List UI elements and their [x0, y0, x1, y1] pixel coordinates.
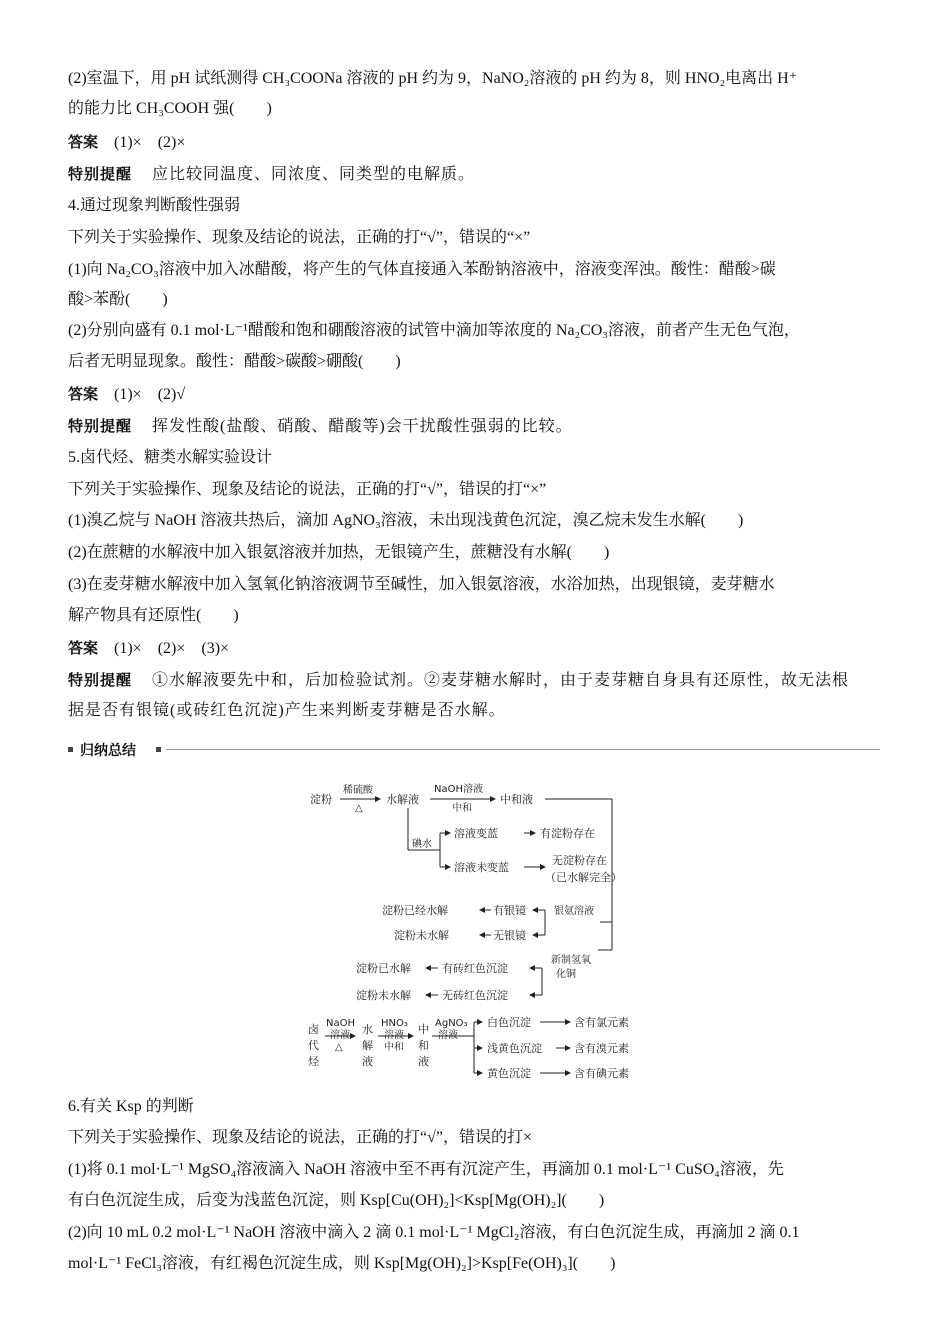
diagram-neutral-liquid: 中和液	[500, 793, 533, 806]
diagram-has-i: 含有碘元素	[574, 1067, 629, 1080]
diagram-fully-hydrolyzed: （已水解完全）	[545, 871, 622, 884]
diagram-cu-oh2: 化铜	[556, 969, 576, 980]
q5-item3-line1: (3)在麦芽糖水解液中加入氢氧化钠溶液调节至碱性，加入银氨溶液，水浴加热，出现银镜，麦芽糖水	[68, 576, 775, 593]
diagram-has-starch: 有淀粉存在	[540, 827, 595, 840]
diagram-not-blue: 溶液未变蓝	[454, 861, 509, 874]
diagram-starch: 淀粉	[310, 793, 332, 806]
q4-tip	[68, 415, 888, 438]
diagram-has-mirror: 有银镜	[493, 904, 526, 917]
diagram-hydro-3: 液	[362, 1055, 373, 1068]
q6-intro: 下列关于实验操作、现象及结论的说法，正确的打“√”，错误的打×	[68, 1129, 533, 1146]
diagram-has-cl: 含有氯元素	[574, 1016, 629, 1029]
answer-label: 答案	[68, 639, 99, 657]
diagram-starch-not-hydrolyzed: 淀粉未水解	[394, 929, 449, 942]
diagram-no-starch: 无淀粉存在	[552, 854, 607, 867]
diagram-heat: △	[355, 803, 363, 814]
diagram-silver-ammonia: 银氨溶液	[554, 906, 594, 917]
diagram-halo-2: 代	[308, 1039, 319, 1052]
q5-item2: (2)在蔗糖的水解液中加入银氨溶液并加热，无银镜产生，蔗糖没有水解( )	[68, 544, 610, 561]
diagram-naoh-solution: NaOH溶液	[434, 784, 483, 795]
diagram-dilute-acid: 稀硫酸	[343, 785, 373, 796]
diagram-agno3-sol: 溶液	[438, 1030, 458, 1041]
diagram-hno3: HNO₃	[381, 1018, 408, 1029]
square-bullet-icon	[156, 747, 161, 752]
diagram-halo-1: 卤	[308, 1023, 319, 1036]
summary-title: 归纳总结	[80, 743, 136, 759]
diagram-starch-hydrolyzed2: 淀粉已水解	[356, 962, 411, 975]
answer-text: (1)× (2)× (3)×	[114, 640, 230, 657]
q4-item1-line1: (1)向 Na₂CO₃溶液中加入冰醋酸，将产生的气体直接通入苯酚钠溶液中，溶液变浑浊。酸性：醋酸>碳	[68, 261, 776, 278]
q5-tip-line1	[68, 669, 888, 692]
diagram-neutralize: 中和	[452, 803, 472, 814]
diagram-hydrolysate: 水解液	[386, 793, 419, 806]
q3-tip	[68, 163, 888, 186]
diagram-naoh-sol: 溶液	[330, 1030, 350, 1041]
square-bullet-icon	[68, 747, 73, 752]
q5-intro: 下列关于实验操作、现象及结论的说法，正确的打“√”，错误的打“×”	[68, 481, 547, 498]
diagram-neutralize2: 中和	[384, 1042, 404, 1053]
q4-item2-line1: (2)分别向盛有 0.1 mol·L⁻¹醋酸和饱和硼酸溶液的试管中滴加等浓度的 Na₂CO₃溶液，前者产生无色气泡，	[68, 322, 800, 339]
diagram-starch-hydrolyzed: 淀粉已经水解	[382, 904, 448, 917]
q5-item1: (1)溴乙烷与 NaOH 溶液共热后，滴加 AgNO₃溶液，未出现浅黄色沉淀，溴乙烷未发生水解( )	[68, 512, 744, 529]
tip-label: 特别提醒	[68, 165, 133, 183]
q6-item1-line2: 有白色沉淀生成，后变为浅蓝色沉淀，则 Ksp[Cu(OH)₂]<Ksp[Mg(OH)₂]( )	[68, 1192, 605, 1209]
answer-label: 答案	[68, 133, 99, 151]
q5-title: 5.卤代烃、糖类水解实验设计	[68, 449, 273, 466]
diagram-neutral-1: 中	[418, 1023, 429, 1036]
diagram-cu-oh: 新制氢氧	[551, 955, 591, 966]
q6-item2-line1: (2)向 10 mL 0.2 mol·L⁻¹ NaOH 溶液中滴入 2 滴 0.1 mol·L⁻¹ MgCl₂溶液，有白色沉淀生成，再滴加 2 滴 0.1	[68, 1224, 800, 1241]
answer-text: (1)× (2)×	[114, 134, 186, 151]
tip-label: 特别提醒	[68, 417, 133, 435]
answer-label: 答案	[68, 385, 99, 403]
diagram-halo-3: 烃	[308, 1055, 319, 1068]
q3-item2-line2: 的能力比 CH₃COOH 强( )	[68, 100, 272, 117]
diagram-hydro-2: 解	[362, 1039, 373, 1052]
diagram-no-mirror: 无银镜	[493, 929, 526, 942]
diagram-iodine-water: 碘水	[412, 839, 432, 850]
diagram-has-br: 含有溴元素	[574, 1042, 629, 1055]
diagram-no-red: 无砖红色沉淀	[442, 989, 508, 1002]
q3-answer	[68, 131, 888, 154]
q5-answer	[68, 637, 888, 660]
q4-item1-line2: 酸>苯酚( )	[68, 291, 168, 308]
diagram-starch-not-hydrolyzed2: 淀粉未水解	[356, 989, 411, 1002]
diagram-naoh: NaOH	[326, 1018, 355, 1029]
diagram-white-ppt: 白色沉淀	[487, 1016, 531, 1029]
q6-title: 6.有关 Ksp 的判断	[68, 1098, 194, 1115]
diagram-hno3-sol: 溶液	[384, 1030, 404, 1041]
diagram-yellow-ppt: 黄色沉淀	[487, 1067, 531, 1080]
diagram-hydro-1: 水	[362, 1023, 373, 1036]
q3-item2-line1: (2)室温下，用 pH 试纸测得 CH₃COONa 溶液的 pH 约为 9，NaNO₂溶液的 pH 约为 8，则 HNO₂电离出 H⁺	[68, 70, 798, 87]
q4-intro: 下列关于实验操作、现象及结论的说法，正确的打“√”，错误的“×”	[68, 229, 531, 246]
tip-label: 特别提醒	[68, 671, 133, 689]
diagram-turns-blue: 溶液变蓝	[454, 827, 498, 840]
diagram-agno3: AgNO₃	[435, 1018, 468, 1029]
diagram-neutral-3: 液	[418, 1055, 429, 1068]
q5-item3-line2: 解产物具有还原性( )	[68, 607, 239, 624]
summary-header	[68, 738, 880, 762]
diagram-has-red: 有砖红色沉淀	[442, 962, 508, 975]
tip-text: 挥发性酸(盐酸、硝酸、醋酸等)会干扰酸性强弱的比较。	[152, 418, 573, 435]
divider	[166, 749, 880, 750]
q5-tip-line2: 据是否有银镜(或砖红色沉淀)产生来判断麦芽糖是否水解。	[68, 702, 506, 719]
tip-text: ①水解液要先中和，后加检验试剂。②麦芽糖水解时，由于麦芽糖自身具有还原性，故无法根	[152, 672, 850, 689]
q6-item2-line2: mol·L⁻¹ FeCl₃溶液，有红褐色沉淀生成，则 Ksp[Mg(OH)₂]>Ksp[Fe(OH)₃]( )	[68, 1255, 616, 1272]
diagram-heat2: △	[335, 1042, 343, 1053]
q4-item2-line2: 后者无明显现象。酸性：醋酸>碳酸>硼酸( )	[68, 353, 401, 370]
summary-diagram	[300, 780, 650, 1085]
q6-item1-line1: (1)将 0.1 mol·L⁻¹ MgSO₄溶液滴入 NaOH 溶液中至不再有沉淀产生，再滴加 0.1 mol·L⁻¹ CuSO₄溶液，先	[68, 1161, 784, 1178]
q4-answer	[68, 383, 888, 406]
answer-text: (1)× (2)√	[114, 386, 186, 403]
q4-title: 4.通过现象判断酸性强弱	[68, 197, 241, 214]
diagram-neutral-2: 和	[418, 1039, 429, 1052]
tip-text: 应比较同温度、同浓度、同类型的电解质。	[152, 166, 476, 183]
diagram-light-yellow-ppt: 浅黄色沉淀	[487, 1042, 542, 1055]
